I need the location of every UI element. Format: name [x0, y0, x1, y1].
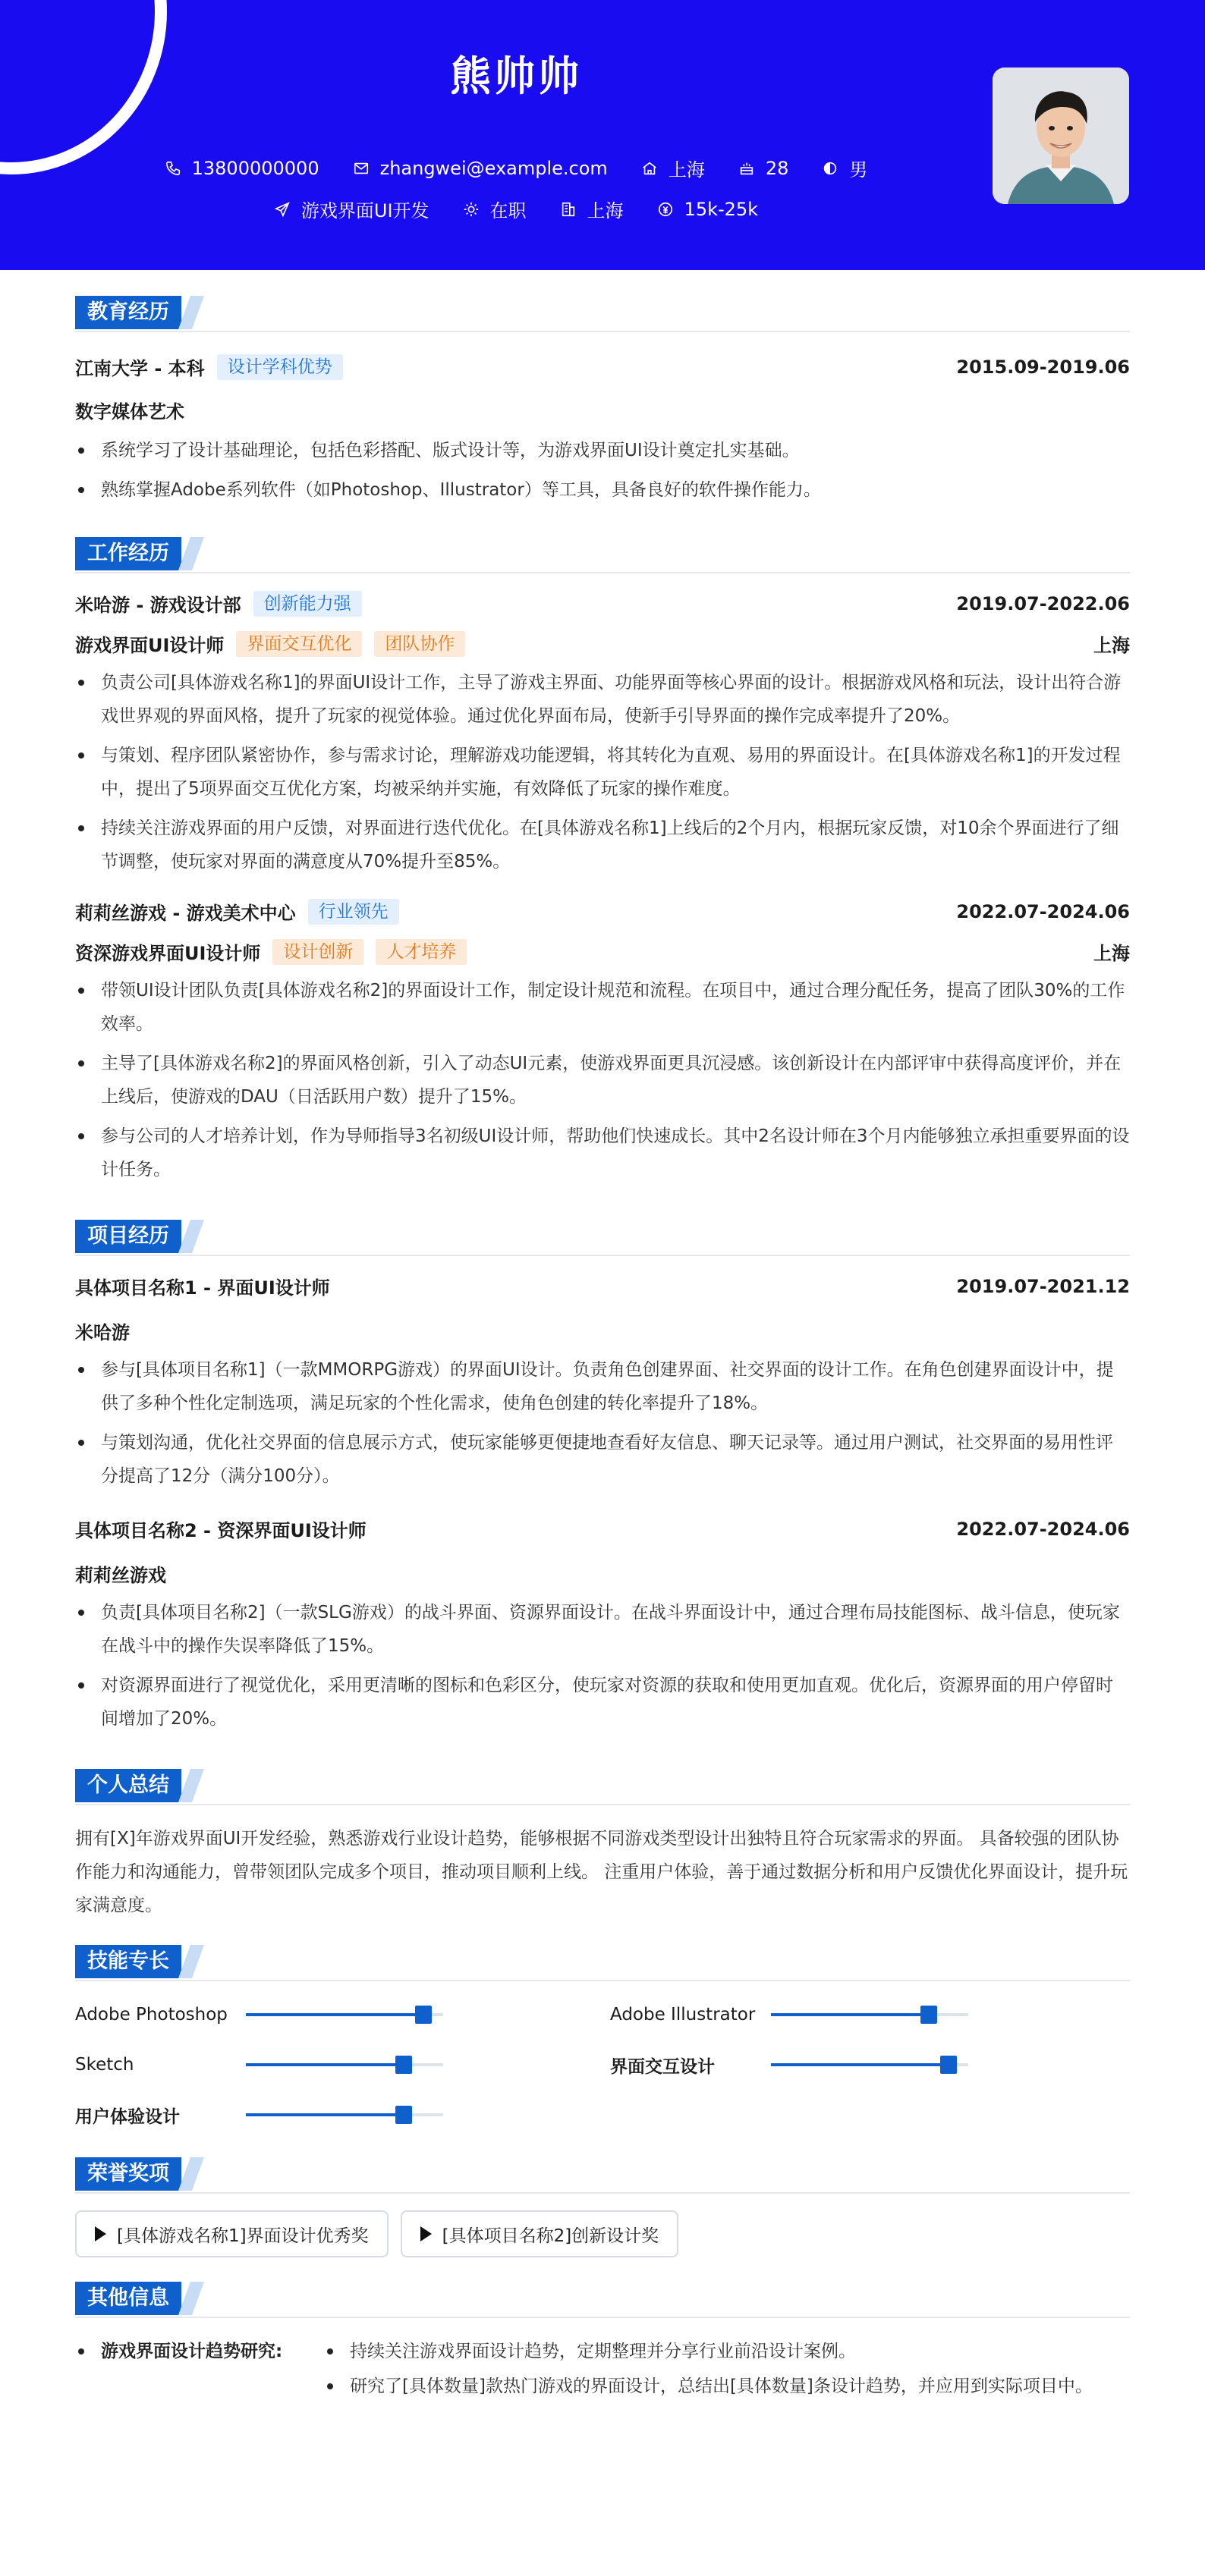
- section-divider: [75, 1804, 1130, 1805]
- resume-body: [75, 270, 1130, 2403]
- project-entry: [75, 1273, 1130, 1493]
- section-divider: [75, 331, 1130, 332]
- project-header-row: [75, 1273, 1130, 1299]
- award-item: [401, 2210, 679, 2257]
- title-tail: [178, 1945, 204, 1978]
- project-section: [75, 1220, 1130, 1736]
- skill-name: Adobe Photoshop: [75, 2005, 228, 2025]
- skill-bar-fill: [771, 2013, 929, 2016]
- skill-bar-knob: [395, 2056, 412, 2074]
- list-item: 系统学习了设计基础理论，包括色彩搭配、版式设计等，为游戏界面UI设计奠定扎实基础。: [75, 434, 1130, 467]
- section-title: 荣誉奖项: [75, 2157, 181, 2191]
- job-entry: [75, 898, 1130, 1186]
- list-item: 熟练掌握Adobe系列软件（如Photoshop、Illustrator）等工具，具备良好的软件操作能力。: [75, 473, 1130, 507]
- school-tag: 设计学科优势: [217, 354, 343, 380]
- section-title: 教育经历: [75, 296, 181, 329]
- list-item: 负责公司[具体游戏名称1]的界面UI设计工作，主导了游戏主界面、功能界面等核心界面的设计。根据游戏风格和玩法，设计出符合游戏世界观的界面风格，提升了玩家的视觉体验。通过优化界面布局，使新手引导界面的操作完成率提升了20%。: [75, 666, 1130, 733]
- role-row: [75, 938, 1130, 965]
- section-title: 个人总结: [75, 1769, 181, 1802]
- triangle-icon: [420, 2226, 432, 2241]
- job-header-row: [75, 898, 1130, 925]
- skill-bar-knob: [920, 2006, 937, 2024]
- email-info: [353, 155, 608, 181]
- awards-list: [75, 2210, 1130, 2257]
- age-text: 28: [765, 157, 789, 179]
- role-row: [75, 630, 1130, 657]
- project-entry: [75, 1516, 1130, 1736]
- work-section: [75, 537, 1130, 1186]
- skill-name: Adobe Illustrator: [610, 2005, 756, 2025]
- section-divider: [75, 1980, 1130, 1981]
- company-name: 米哈游 - 游戏设计部: [75, 595, 241, 616]
- title-tail: [178, 296, 204, 329]
- company-tag: 创新能力强: [253, 591, 362, 617]
- skill-item: [75, 2098, 610, 2131]
- project-org: 莉莉丝游戏: [75, 1565, 166, 1586]
- list-item: 参与公司的人才培养计划，作为导师指导3名初级UI设计师，帮助他们快速成长。其中2名设计师在3个月内能够独立承担重要界面的设计任务。: [75, 1120, 1130, 1186]
- skill-bar-fill: [246, 2113, 404, 2116]
- section-divider: [75, 2192, 1130, 2194]
- title-tail: [178, 2157, 204, 2191]
- list-item: 带领UI设计团队负责[具体游戏名称2]的界面设计工作，制定设计规范和流程。在项目中，通过合理分配任务，提高了团队30%的工作效率。: [75, 974, 1130, 1041]
- section-title: 工作经历: [75, 537, 181, 570]
- skill-bar-fill: [246, 2013, 423, 2016]
- list-item: 研究了[具体数量]款热门游戏的界面设计，总结出[具体数量]条设计趋势，并应用到实际项目中。: [326, 2370, 1093, 2403]
- other-section: [75, 2282, 1130, 2403]
- skill-bar-knob: [395, 2106, 412, 2124]
- role-tag: 人才培养: [376, 939, 467, 965]
- summary-header: [75, 1769, 1130, 1805]
- list-item: 参与[具体项目名称1]（一款MMORPG游戏）的界面UI设计。负责角色创建界面、社交界面的设计工作。在角色创建界面设计中，提供了多种个性化定制选项，满足玩家的个性化需求，使角色创建的转化率提升了18%。: [75, 1353, 1130, 1420]
- salary-info: [657, 196, 759, 222]
- skill-bar: [771, 2063, 968, 2066]
- award-item: [75, 2210, 389, 2257]
- title-tail: [178, 2282, 204, 2315]
- other-label: 游戏界面设计趋势研究:: [75, 2335, 326, 2403]
- job-location: 上海: [1093, 635, 1130, 656]
- other-row: [75, 2335, 1130, 2403]
- project-header-row: [75, 1516, 1130, 1542]
- role-tag: 界面交互优化: [236, 631, 362, 657]
- skills-header: [75, 1945, 1130, 1981]
- intent-job-info: [274, 196, 429, 222]
- skills-section: [75, 1945, 1130, 2131]
- project-name: 具体项目名称1 - 界面UI设计师: [75, 1277, 330, 1299]
- education-section: [75, 296, 1130, 507]
- education-bullets: [75, 434, 1130, 507]
- role-tag: 设计创新: [272, 939, 363, 965]
- skill-bar-knob: [940, 2056, 957, 2074]
- section-divider: [75, 2317, 1130, 2318]
- list-item: 与策划、程序团队紧密协作，参与需求讨论，理解游戏功能逻辑，将其转化为直观、易用的界面设计。在[具体游戏名称1]的开发过程中，提出了5项界面交互优化方案，均被采纳并实施，有效降低了玩家的操作难度。: [75, 739, 1130, 806]
- profile-photo: [993, 68, 1129, 204]
- skill-bar-knob: [415, 2006, 432, 2024]
- award-label: [具体游戏名称1]界面设计优秀奖: [117, 2226, 369, 2246]
- title-tail: [178, 1220, 204, 1253]
- summary-text: 拥有[X]年游戏界面UI开发经验，熟悉游戏行业设计趋势，能够根据不同游戏类型设计出独特且符合玩家需求的界面。 具备较强的团队协作能力和沟通能力，曾带领团队完成多个项目，推动项目顺利上线。 注重用户体验，善于通过数据分析和用户反馈优化界面设计，提升玩家满意度。: [75, 1829, 1128, 1915]
- list-item: 对资源界面进行了视觉优化，采用更清晰的图标和色彩区分，使玩家对资源的获取和使用更加直观。优化后，资源界面的用户停留时间增加了20%。: [75, 1669, 1130, 1736]
- job-entry: [75, 590, 1130, 878]
- other-list: [326, 2335, 1093, 2403]
- education-header: [75, 296, 1130, 332]
- other-header: [75, 2282, 1130, 2318]
- skill-bar: [246, 2113, 443, 2116]
- gender-text: 男: [849, 159, 868, 181]
- send-icon: [274, 201, 291, 218]
- awards-section: [75, 2157, 1130, 2257]
- intent-job-text: 游戏界面UI开发: [300, 200, 429, 221]
- salary-text: 15k-25k: [684, 198, 759, 220]
- project-date: 2019.07-2021.12: [956, 1275, 1130, 1297]
- skill-bar-fill: [246, 2063, 404, 2066]
- award-label: [具体项目名称2]创新设计奖: [442, 2226, 659, 2246]
- job-date: 2019.07-2022.06: [956, 592, 1130, 614]
- list-item: 持续关注游戏界面的用户反馈，对界面进行迭代优化。在[具体游戏名称1]上线后的2个月内，根据玩家反馈，对10余个界面进行了细节调整，使玩家对界面的满意度从70%提升至85%。: [75, 812, 1130, 878]
- list-item: 与策划沟通，优化社交界面的信息展示方式，使玩家能够更便捷地查看好友信息、聊天记录等。通过用户测试，社交界面的易用性评分提高了12分（满分100分）。: [75, 1426, 1130, 1493]
- skill-item: [75, 2048, 610, 2081]
- email-text: zhangwei@example.com: [379, 157, 608, 179]
- skill-item: [610, 2048, 1130, 2081]
- skill-bar: [246, 2063, 443, 2066]
- skill-item: [75, 1998, 610, 2031]
- project-header: [75, 1220, 1130, 1256]
- project-bullets: [75, 1596, 1130, 1736]
- project-org: 米哈游: [75, 1322, 130, 1343]
- status-text: 在职: [489, 200, 527, 221]
- phone-info: [165, 155, 319, 181]
- hometown-text: 上海: [668, 159, 705, 181]
- skill-bar: [246, 2013, 443, 2016]
- skill-name: 用户体验设计: [75, 2106, 180, 2127]
- gender-info: [822, 155, 867, 181]
- city-text: 上海: [587, 200, 624, 221]
- major-name: 数字媒体艺术: [75, 401, 184, 423]
- status-icon: [463, 201, 480, 218]
- title-tail: [178, 537, 204, 570]
- section-title: 其他信息: [75, 2282, 181, 2315]
- education-row: [75, 353, 1130, 380]
- section-title: 项目经历: [75, 1220, 181, 1253]
- summary-section: [75, 1769, 1130, 1922]
- triangle-icon: [95, 2226, 106, 2241]
- company-line: [75, 898, 399, 925]
- skill-bar: [771, 2013, 968, 2016]
- job-header-row: [75, 590, 1130, 617]
- skills-grid: [75, 1998, 1130, 2131]
- project-date: 2022.07-2024.06: [956, 1518, 1130, 1540]
- section-divider: [75, 1255, 1130, 1256]
- list-item: 主导了[具体游戏名称2]的界面风格创新，引入了动态UI元素，使游戏界面更具沉浸感。该创新设计在内部评审中获得高度评价，并在上线后，使游戏的DAU（日活跃用户数）提升了15%。: [75, 1047, 1130, 1114]
- status-info: [463, 196, 527, 222]
- cake-icon: [738, 160, 755, 177]
- skill-name: 界面交互设计: [610, 2056, 715, 2077]
- job-bullets: [75, 666, 1130, 878]
- list-item: 持续关注游戏界面设计趋势，定期整理并分享行业前沿设计案例。: [326, 2335, 1093, 2368]
- mail-icon: [353, 160, 370, 177]
- school-name: 江南大学 - 本科: [75, 358, 205, 379]
- section-title: 技能专长: [75, 1945, 181, 1978]
- job-date: 2022.07-2024.06: [956, 900, 1130, 922]
- building-icon: [560, 201, 577, 218]
- project-bullets: [75, 1353, 1130, 1493]
- skill-name: Sketch: [75, 2055, 134, 2075]
- money-icon: [657, 201, 674, 218]
- project-name: 具体项目名称2 - 资深界面UI设计师: [75, 1520, 367, 1541]
- skill-item: [610, 1998, 1130, 2031]
- awards-header: [75, 2157, 1130, 2194]
- phone-icon: [165, 160, 181, 177]
- education-entry: [75, 353, 343, 380]
- intent-row: [0, 196, 1032, 222]
- contact-row: [0, 155, 1032, 181]
- candidate-name: 熊帅帅: [450, 52, 582, 100]
- work-header: [75, 537, 1130, 573]
- company-tag: 行业领先: [308, 899, 399, 925]
- role-tag: 团队协作: [374, 631, 465, 657]
- title-tail: [178, 1769, 204, 1802]
- skill-bar-fill: [771, 2063, 949, 2066]
- role-line: [75, 938, 467, 965]
- job-location: 上海: [1093, 943, 1130, 964]
- company-name: 莉莉丝游戏 - 游戏美术中心: [75, 903, 296, 924]
- education-date: 2015.09-2019.06: [956, 356, 1130, 378]
- role-name: 资深游戏界面UI设计师: [75, 943, 261, 964]
- company-line: [75, 590, 362, 617]
- age-info: [738, 155, 789, 181]
- hometown-info: [641, 155, 705, 181]
- role-line: [75, 630, 465, 657]
- list-item: 负责[具体项目名称2]（一款SLG游戏）的战斗界面、资源界面设计。在战斗界面设计中，通过合理布局技能图标、战斗信息，使玩家在战斗中的操作失误率降低了15%。: [75, 1596, 1130, 1663]
- gender-icon: [822, 160, 838, 177]
- resume-header: [0, 0, 1205, 270]
- role-name: 游戏界面UI设计师: [75, 635, 225, 656]
- phone-text: 13800000000: [191, 157, 319, 179]
- job-bullets: [75, 974, 1130, 1186]
- section-divider: [75, 572, 1130, 573]
- city-info: [560, 196, 624, 222]
- home-icon: [641, 160, 658, 177]
